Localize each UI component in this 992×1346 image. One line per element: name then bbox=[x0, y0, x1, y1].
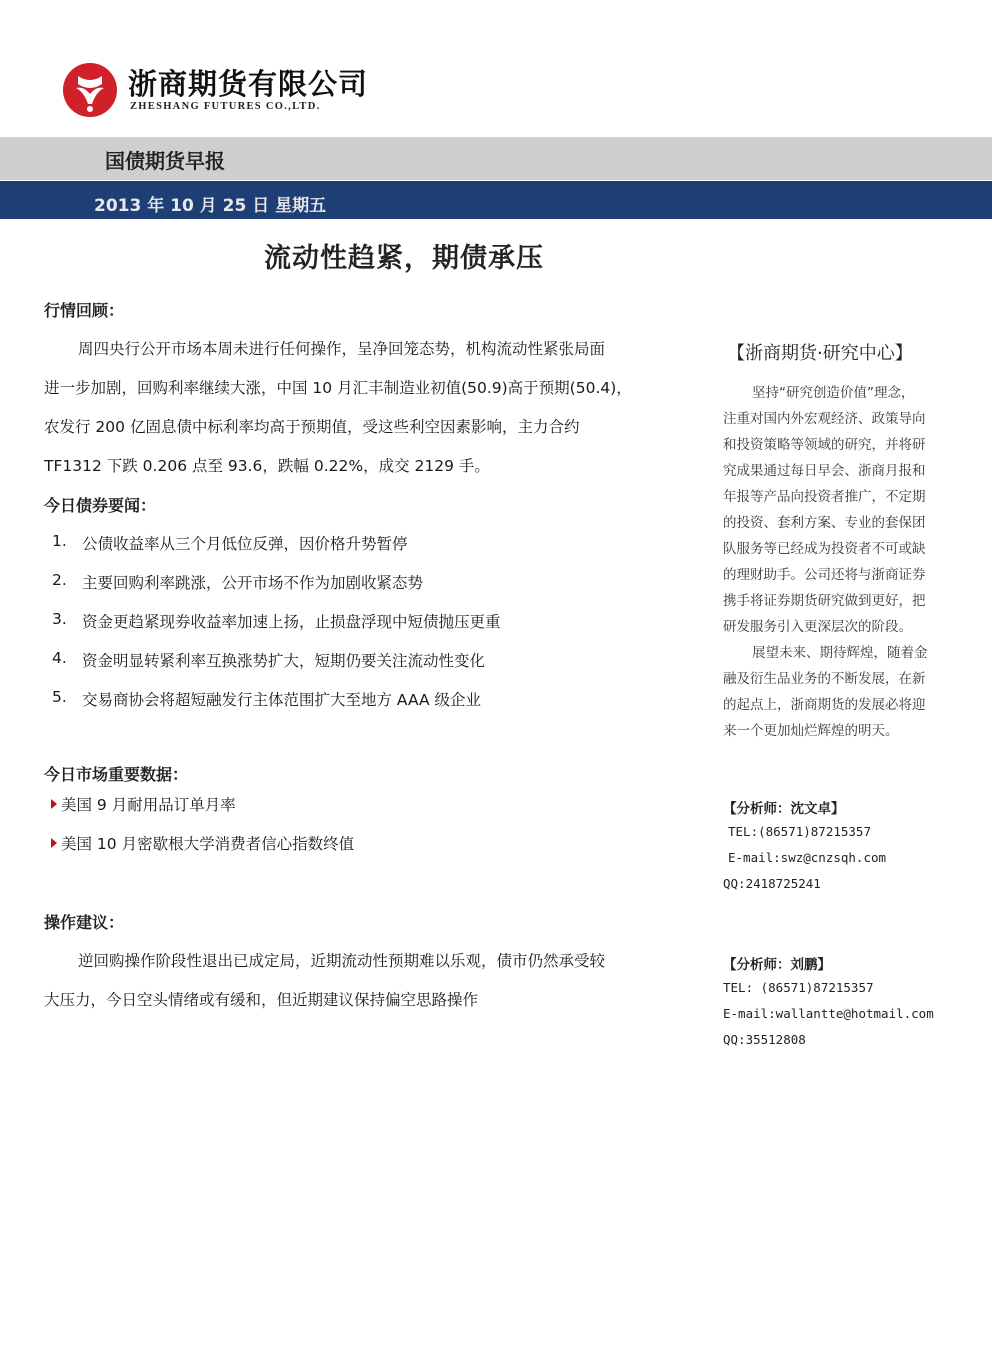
sidebar-line: 坚持“研究创造价值”理念， bbox=[752, 385, 915, 401]
research-center-title: 【浙商期货·研究中心】 bbox=[727, 343, 913, 364]
review-line: 进一步加剧，回购利率继续大涨，中国 10 月汇丰制造业初值(50.9)高于预期(50.4)， bbox=[44, 379, 632, 397]
market-data-section-title: 今日市场重要数据： bbox=[44, 765, 189, 784]
news-item: 主要回购利率跳涨，公开市场不作为加剧收紧态势 bbox=[82, 574, 424, 592]
analyst-email[interactable]: E-mail:swz@cnzsqh.com bbox=[728, 850, 887, 865]
headline: 流动性趋紧，期债承压 bbox=[264, 243, 544, 274]
company-logo-icon bbox=[62, 62, 118, 118]
analyst-qq: QQ:2418725241 bbox=[723, 876, 821, 891]
sidebar-line: 的投资、套利方案、专业的套保团 bbox=[723, 515, 926, 531]
analyst-tel: TEL:(86571)87215357 bbox=[728, 824, 871, 839]
sidebar-line: 的理财助手。公司还将与浙商证券 bbox=[723, 567, 926, 583]
sidebar-line: 研发服务引入更深层次的阶段。 bbox=[723, 619, 912, 635]
market-data-item: 美国 9 月耐用品订单月率 bbox=[61, 796, 236, 814]
sidebar-line: 融及衍生品业务的不断发展，在新 bbox=[723, 671, 926, 687]
analyst-title: 【分析师：沈文卓】 bbox=[723, 801, 845, 817]
review-line: 周四央行公开市场本周未进行任何操作，呈净回笼态势，机构流动性紧张局面 bbox=[78, 340, 606, 358]
sidebar-line: 和投资策略等领域的研究，并将研 bbox=[723, 437, 926, 453]
advice-line: 逆回购操作阶段性退出已成定局，近期流动性预期难以乐观，债市仍然承受较 bbox=[78, 952, 606, 970]
sidebar-line: 携手将证券期货研究做到更好，把 bbox=[723, 593, 926, 609]
sidebar-line: 注重对国内外宏观经济、政策导向 bbox=[723, 411, 926, 427]
report-date: 2013 年 10 月 25 日 星期五 bbox=[94, 196, 327, 216]
sidebar-line: 来一个更加灿烂辉煌的明天。 bbox=[723, 723, 899, 739]
company-name-cn: 浙商期货有限公司 bbox=[128, 67, 369, 101]
news-number: 5. bbox=[52, 688, 67, 706]
analyst-title: 【分析师：刘鹏】 bbox=[723, 957, 831, 973]
bullet-arrow-icon bbox=[51, 799, 57, 809]
news-item: 交易商协会将超短融发行主体范围扩大至地方 AAA 级企业 bbox=[82, 691, 482, 709]
sidebar-line: 展望未来、期待辉煌，随着金 bbox=[752, 645, 928, 661]
company-name-en: ZHESHANG FUTURES CO.,LTD. bbox=[130, 101, 321, 112]
news-item: 公债收益率从三个月低位反弹，因价格升势暂停 bbox=[82, 535, 408, 553]
news-number: 3. bbox=[52, 610, 67, 628]
analyst-qq: QQ:35512808 bbox=[723, 1032, 806, 1047]
bullet-arrow-icon bbox=[51, 838, 57, 848]
sidebar-line: 究成果通过每日早会、浙商月报和 bbox=[723, 463, 926, 479]
sidebar-line: 的起点上，浙商期货的发展必将迎 bbox=[723, 697, 926, 713]
news-number: 2. bbox=[52, 571, 67, 589]
sidebar-line: 队服务等已经成为投资者不可或缺 bbox=[723, 541, 926, 557]
news-number: 4. bbox=[52, 649, 67, 667]
analyst-email[interactable]: E-mail:wallantte@hotmail.com bbox=[723, 1006, 934, 1021]
review-line: TF1312 下跌 0.206 点至 93.6，跌幅 0.22%，成交 2129 手。 bbox=[44, 457, 490, 475]
news-number: 1. bbox=[52, 532, 67, 550]
advice-section-title: 操作建议： bbox=[44, 913, 125, 932]
news-item: 资金明显转紧利率互换涨势扩大，短期仍要关注流动性变化 bbox=[82, 652, 486, 670]
news-section-title: 今日债券要闻： bbox=[44, 496, 157, 515]
news-item: 资金更趋紧现券收益率加速上扬，止损盘浮现中短债抛压更重 bbox=[82, 613, 501, 631]
review-line: 农发行 200 亿固息债中标利率均高于预期值，受这些利空因素影响，主力合约 bbox=[44, 418, 580, 436]
sidebar-line: 年报等产品向投资者推广，不定期 bbox=[723, 489, 926, 505]
review-section-title: 行情回顾： bbox=[44, 301, 125, 320]
analyst-tel: TEL: (86571)87215357 bbox=[723, 980, 874, 995]
market-data-item: 美国 10 月密歇根大学消费者信心指数终值 bbox=[61, 835, 355, 853]
advice-line: 大压力，今日空头情绪或有缓和，但近期建议保持偏空思路操作 bbox=[44, 991, 479, 1009]
report-type-title: 国债期货早报 bbox=[105, 149, 225, 173]
